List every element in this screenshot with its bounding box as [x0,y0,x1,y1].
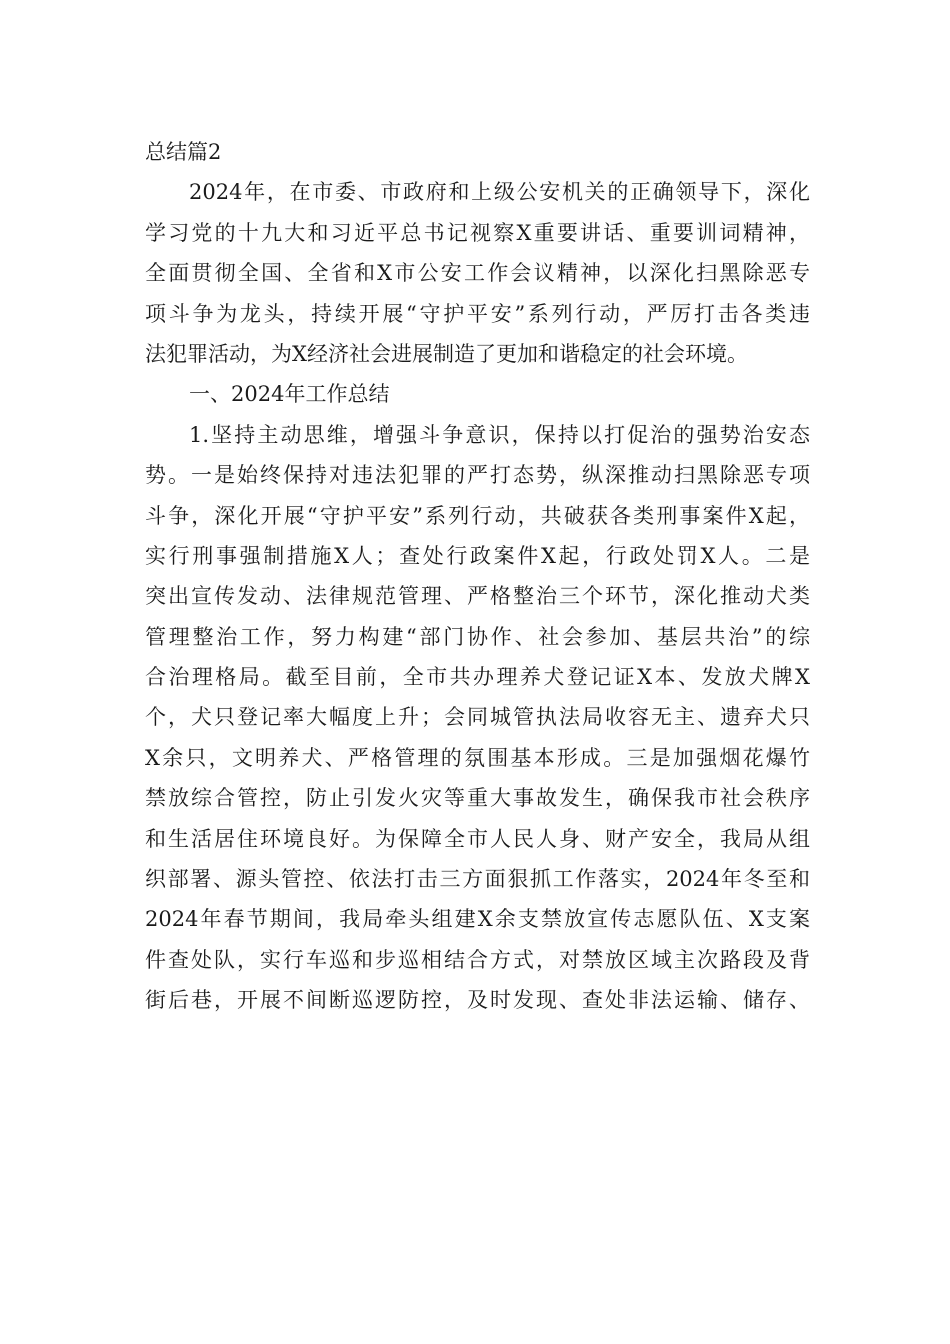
section-heading: 一、2024年工作总结 [189,382,390,407]
paragraph-line: 势。一是始终保持对违法犯罪的严打态势，纵深推动扫黑除恶专项 [145,463,810,488]
paragraph-line: 实行刑事强制措施X人；查处行政案件X起，行政处罚X人。二是 [145,543,810,568]
paragraph-line: 突出宣传发动、法律规范管理、严格整治三个环节，深化推动犬类 [145,584,810,609]
paragraph-line: X余只，文明养犬、严格管理的氛围基本形成。三是加强烟花爆竹 [145,745,810,770]
paragraph-line: 和生活居住环境良好。为保障全市人民人身、财产安全，我局从组 [145,826,810,851]
paragraph-line: 法犯罪活动，为X经济社会进展制造了更加和谐稳定的社会环境。 [145,341,748,366]
paragraph-line: 个，犬只登记率大幅度上升；会同城管执法局收容无主、遗弃犬只 [145,705,810,730]
paragraph-line: 1.坚持主动思维，增强斗争意识，保持以打促治的强势治安态 [189,422,810,447]
paragraph-line: 斗争，深化开展“守护平安”系列行动，共破获各类刑事案件X起， [145,503,810,528]
paragraph-line: 禁放综合管控，防止引发火灾等重大事故发生，确保我市社会秩序 [145,786,810,811]
paragraph-line: 学习党的十九大和习近平总书记视察X重要讲话、重要训词精神， [145,220,810,245]
paragraph-line: 织部署、源头管控、依法打击三方面狠抓工作落实，2024年冬至和 [145,867,810,892]
document-body [145,132,810,1021]
paragraph-line: 管理整治工作，努力构建“部门协作、社会参加、基层共治”的综 [145,624,810,649]
document-title: 总结篇2 [145,140,222,164]
paragraph-line: 项斗争为龙头，持续开展“守护平安”系列行动，严厉打击各类违 [145,301,810,326]
paragraph-line: 件查处队，实行车巡和步巡相结合方式，对禁放区域主次路段及背 [145,947,810,972]
paragraph-line: 合治理格局。截至目前，全市共办理养犬登记证X本、发放犬牌X [145,665,810,690]
paragraph-line: 2024年春节期间，我局牵头组建X余支禁放宣传志愿队伍、X支案 [145,907,810,932]
paragraph-line: 2024年，在市委、市政府和上级公安机关的正确领导下，深化 [189,180,810,205]
paragraph-line: 街后巷，开展不间断巡逻防控，及时发现、查处非法运输、储存、 [145,988,810,1013]
paragraph-line: 全面贯彻全国、全省和X市公安工作会议精神，以深化扫黑除恶专 [145,261,810,286]
